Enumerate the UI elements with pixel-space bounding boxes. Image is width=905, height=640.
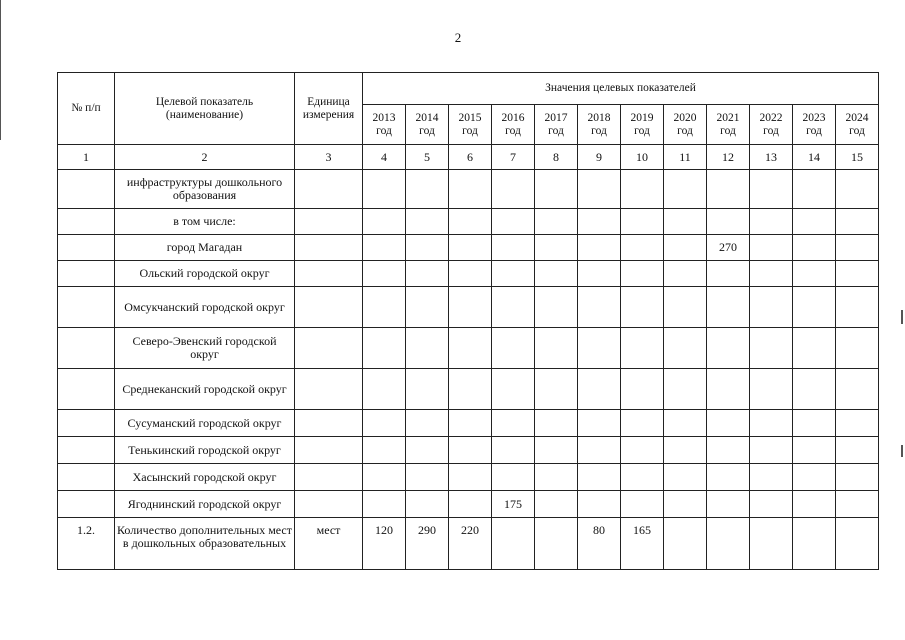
year-suffix: год [677,124,693,137]
value-cell-2024 [836,209,879,235]
scan-mark-right-1 [901,310,903,324]
value-cell-2023 [793,209,836,235]
table-row [58,235,879,261]
value-cell-2022 [750,261,793,287]
column-number: 9 [578,145,621,170]
indicator-name: город Магадан [115,235,295,261]
value-cell-2014 [406,369,449,410]
year-suffix: год [806,124,822,137]
value-cell-2017 [535,209,578,235]
column-number: 14 [793,145,836,170]
value-cell-2020 [664,209,707,235]
year-number: 2018 [587,112,611,125]
row-number [58,369,115,410]
value-cell-2021 [707,464,750,491]
value-cell-2014 [406,491,449,518]
value-cell-2021 [707,261,750,287]
value-cell-2018 [578,437,621,464]
value-cell-2018 [578,209,621,235]
header-name: Целевой показатель (наименование) [115,73,295,145]
unit-cell [295,328,363,369]
value-cell-2021 [707,170,750,209]
value-cell-2022 [750,518,793,570]
value-cell-2016 [492,235,535,261]
unit-cell [295,170,363,209]
row-number [58,410,115,437]
value-cell-2022 [750,287,793,328]
value-cell-2020 [664,235,707,261]
value-cell-2015: 220 [449,518,492,570]
table-row [58,437,879,464]
indicator-name: Количество дополнительных мест в дошкольных образовательных [115,518,295,570]
target-indicators-table [57,72,879,570]
value-cell-2024 [836,328,879,369]
value-cell-2019 [621,209,664,235]
value-cell-2024 [836,464,879,491]
column-number: 15 [836,145,879,170]
row-number [58,235,115,261]
year-suffix: год [591,124,607,137]
header-unit: Единица измерения [295,73,363,145]
table-row [58,410,879,437]
header-year-2024 [836,105,879,145]
value-cell-2023 [793,464,836,491]
value-cell-2023 [793,410,836,437]
value-cell-2016 [492,261,535,287]
value-cell-2019 [621,410,664,437]
value-cell-2020 [664,170,707,209]
value-cell-2021 [707,410,750,437]
value-cell-2013 [363,410,406,437]
value-cell-2020 [664,328,707,369]
unit-cell [295,235,363,261]
value-cell-2018 [578,491,621,518]
value-cell-2014 [406,170,449,209]
column-number: 2 [115,145,295,170]
value-cell-2023 [793,170,836,209]
value-cell-2014: 290 [406,518,449,570]
value-cell-2014 [406,328,449,369]
value-cell-2022 [750,464,793,491]
unit-cell [295,464,363,491]
value-cell-2013 [363,369,406,410]
year-number: 2024 [845,112,869,125]
year-number: 2014 [415,112,439,125]
value-cell-2019 [621,235,664,261]
value-cell-2021 [707,328,750,369]
value-cell-2020 [664,410,707,437]
unit-cell [295,261,363,287]
value-cell-2022 [750,369,793,410]
year-suffix: год [720,124,736,137]
column-number: 6 [449,145,492,170]
value-cell-2016 [492,209,535,235]
value-cell-2022 [750,235,793,261]
value-cell-2017 [535,287,578,328]
value-cell-2019 [621,328,664,369]
value-cell-2014 [406,209,449,235]
value-cell-2015 [449,491,492,518]
value-cell-2020 [664,261,707,287]
value-cell-2015 [449,287,492,328]
value-cell-2013 [363,209,406,235]
unit-cell [295,437,363,464]
row-number [58,491,115,518]
value-cell-2018 [578,170,621,209]
value-cell-2018 [578,464,621,491]
value-cell-2015 [449,437,492,464]
unit-cell [295,491,363,518]
value-cell-2014 [406,235,449,261]
table-row [58,328,879,369]
indicator-name: Ягоднинский городской округ [115,491,295,518]
value-cell-2024 [836,287,879,328]
value-cell-2013 [363,261,406,287]
value-cell-2017 [535,170,578,209]
row-number: 1.2. [58,518,115,570]
value-cell-2017 [535,261,578,287]
value-cell-2024 [836,518,879,570]
value-cell-2023 [793,287,836,328]
header-year-2015 [449,105,492,145]
column-number: 12 [707,145,750,170]
value-cell-2019 [621,170,664,209]
header-year-2019 [621,105,664,145]
value-cell-2017 [535,369,578,410]
value-cell-2015 [449,170,492,209]
value-cell-2018 [578,369,621,410]
value-cell-2015 [449,261,492,287]
value-cell-2015 [449,209,492,235]
value-cell-2017 [535,437,578,464]
value-cell-2019 [621,491,664,518]
value-cell-2024 [836,369,879,410]
value-cell-2016 [492,287,535,328]
value-cell-2016 [492,410,535,437]
value-cell-2021: 270 [707,235,750,261]
table-row [58,464,879,491]
value-cell-2015 [449,235,492,261]
value-cell-2019 [621,464,664,491]
row-number [58,287,115,328]
column-number: 3 [295,145,363,170]
value-cell-2020 [664,464,707,491]
table-row [58,287,879,328]
year-number: 2016 [501,112,525,125]
unit-cell [295,369,363,410]
value-cell-2023 [793,235,836,261]
value-cell-2015 [449,464,492,491]
value-cell-2019: 165 [621,518,664,570]
value-cell-2021 [707,518,750,570]
table-row [58,209,879,235]
row-number [58,464,115,491]
table-row [58,170,879,209]
indicator-name: Ольский городской округ [115,261,295,287]
value-cell-2018 [578,235,621,261]
row-number [58,209,115,235]
value-cell-2017 [535,410,578,437]
value-cell-2018 [578,328,621,369]
year-number: 2015 [458,112,482,125]
value-cell-2016 [492,518,535,570]
value-cell-2022 [750,209,793,235]
value-cell-2014 [406,287,449,328]
value-cell-2018 [578,410,621,437]
value-cell-2014 [406,410,449,437]
unit-cell [295,209,363,235]
indicator-name: Среднеканский городской округ [115,369,295,410]
indicator-name: Северо-Эвенский городской округ [115,328,295,369]
value-cell-2024 [836,235,879,261]
indicator-name: инфраструктуры дошкольного образования [115,170,295,209]
value-cell-2021 [707,209,750,235]
header-year-2022 [750,105,793,145]
value-cell-2020 [664,491,707,518]
year-suffix: год [462,124,478,137]
column-number: 13 [750,145,793,170]
value-cell-2018 [578,261,621,287]
year-suffix: год [419,124,435,137]
table-row [58,491,879,518]
year-suffix: год [849,124,865,137]
year-suffix: год [505,124,521,137]
value-cell-2024 [836,170,879,209]
page-number: 2 [454,30,462,45]
header-year-2020 [664,105,707,145]
value-cell-2013 [363,235,406,261]
column-number: 10 [621,145,664,170]
value-cell-2024 [836,410,879,437]
value-cell-2021 [707,287,750,328]
value-cell-2023 [793,261,836,287]
value-cell-2013 [363,437,406,464]
header-year-2023 [793,105,836,145]
header-year-2017 [535,105,578,145]
row-number [58,437,115,464]
value-cell-2024 [836,261,879,287]
year-suffix: год [763,124,779,137]
row-number [58,261,115,287]
value-cell-2022 [750,170,793,209]
year-suffix: год [376,124,392,137]
column-number: 5 [406,145,449,170]
year-number: 2013 [372,112,396,125]
header-year-2021 [707,105,750,145]
value-cell-2019 [621,261,664,287]
table-row [58,518,879,570]
year-number: 2017 [544,112,568,125]
value-cell-2023 [793,491,836,518]
indicator-name: Тенькинский городской округ [115,437,295,464]
value-cell-2023 [793,437,836,464]
value-cell-2017 [535,328,578,369]
value-cell-2016 [492,170,535,209]
value-cell-2022 [750,410,793,437]
year-suffix: год [548,124,564,137]
year-suffix: год [634,124,650,137]
indicator-name: в том числе: [115,209,295,235]
column-number: 8 [535,145,578,170]
value-cell-2021 [707,437,750,464]
value-cell-2017 [535,518,578,570]
header-values: Значения целевых показателей [363,73,879,105]
row-number [58,328,115,369]
row-number [58,170,115,209]
value-cell-2020 [664,437,707,464]
value-cell-2019 [621,437,664,464]
year-number: 2022 [759,112,783,125]
value-cell-2023 [793,518,836,570]
year-number: 2019 [630,112,654,125]
unit-cell [295,410,363,437]
header-year-2014 [406,105,449,145]
value-cell-2020 [664,518,707,570]
indicator-name: Сусуманский городской округ [115,410,295,437]
value-cell-2021 [707,491,750,518]
value-cell-2015 [449,369,492,410]
value-cell-2019 [621,369,664,410]
value-cell-2017 [535,235,578,261]
table-row [58,369,879,410]
value-cell-2016: 175 [492,491,535,518]
value-cell-2017 [535,464,578,491]
header-year-2018 [578,105,621,145]
value-cell-2023 [793,369,836,410]
value-cell-2019 [621,287,664,328]
indicator-name: Хасынский городской округ [115,464,295,491]
value-cell-2013 [363,170,406,209]
value-cell-2016 [492,369,535,410]
value-cell-2014 [406,437,449,464]
value-cell-2022 [750,491,793,518]
value-cell-2013 [363,491,406,518]
scan-mark-right-2 [901,445,903,457]
value-cell-2015 [449,410,492,437]
year-number: 2020 [673,112,697,125]
column-number: 11 [664,145,707,170]
value-cell-2023 [793,328,836,369]
value-cell-2013 [363,464,406,491]
column-number: 7 [492,145,535,170]
scan-mark-left [0,0,1,140]
year-number: 2023 [802,112,826,125]
value-cell-2013: 120 [363,518,406,570]
value-cell-2016 [492,437,535,464]
value-cell-2020 [664,287,707,328]
value-cell-2018: 80 [578,518,621,570]
year-number: 2021 [716,112,740,125]
column-number: 4 [363,145,406,170]
indicator-name: Омсукчанский городской округ [115,287,295,328]
value-cell-2017 [535,491,578,518]
value-cell-2022 [750,328,793,369]
table-row [58,261,879,287]
value-cell-2016 [492,328,535,369]
value-cell-2016 [492,464,535,491]
value-cell-2021 [707,369,750,410]
value-cell-2015 [449,328,492,369]
header-num: № п/п [58,73,115,145]
value-cell-2024 [836,491,879,518]
value-cell-2018 [578,287,621,328]
column-number: 1 [58,145,115,170]
value-cell-2013 [363,328,406,369]
header-year-2013 [363,105,406,145]
unit-cell: мест [295,518,363,570]
value-cell-2014 [406,464,449,491]
value-cell-2022 [750,437,793,464]
value-cell-2020 [664,369,707,410]
header-year-2016 [492,105,535,145]
value-cell-2013 [363,287,406,328]
value-cell-2024 [836,437,879,464]
unit-cell [295,287,363,328]
value-cell-2014 [406,261,449,287]
